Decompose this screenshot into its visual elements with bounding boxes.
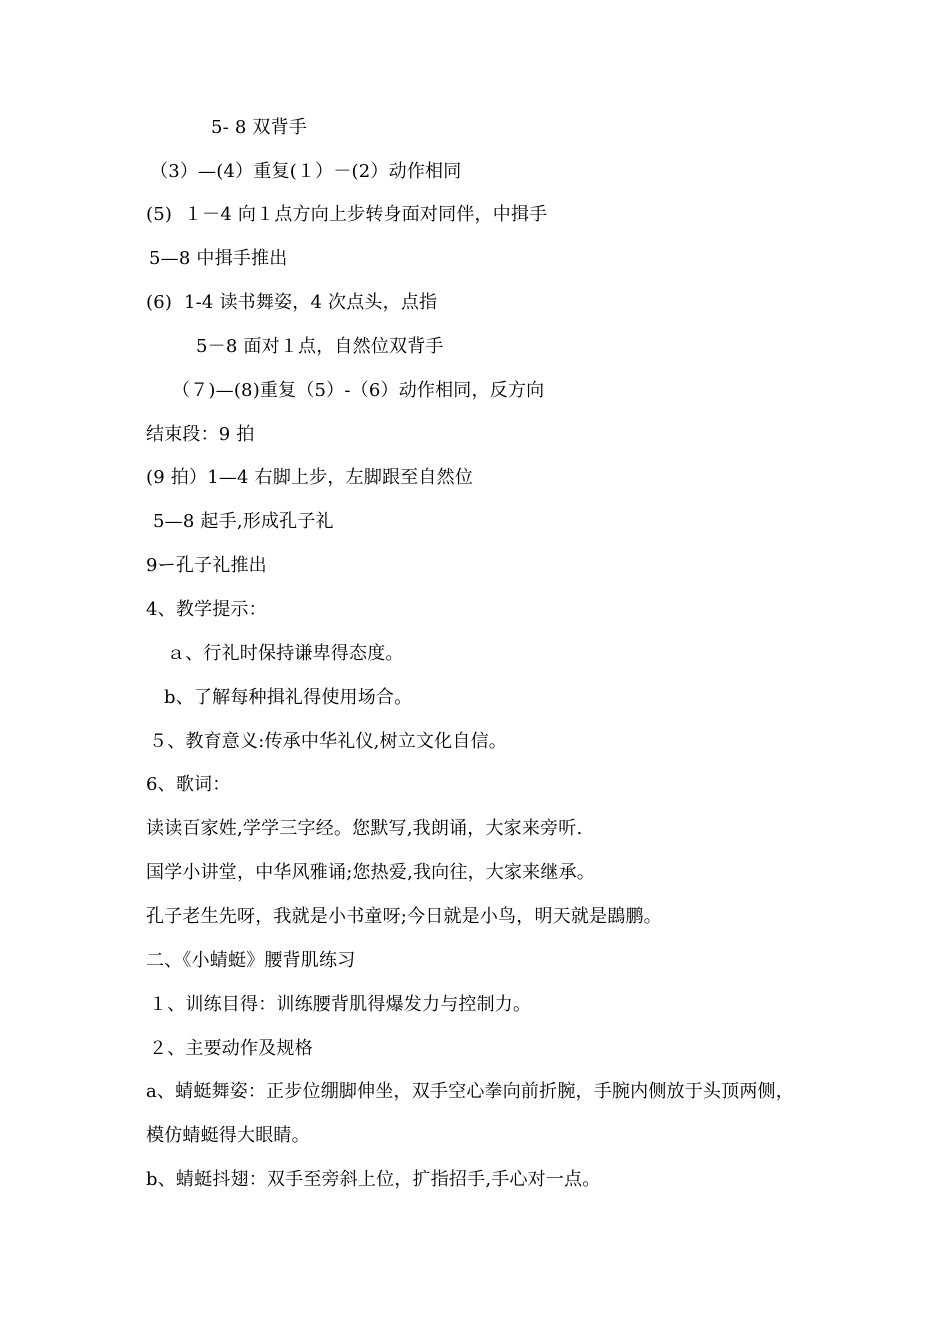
text-line: a、蜻蜓舞姿：正步位绷脚伸坐，双手空心拳向前折腕，手腕内侧放于头顶两侧， xyxy=(146,1081,794,1102)
text-line: 结束段：9 拍 xyxy=(146,424,255,445)
section-heading: 6、歌词： xyxy=(146,774,231,795)
text-line: 模仿蜻蜓得大眼睛。 xyxy=(146,1125,310,1146)
text-line: b、蜻蜓抖翅：双手至旁斜上位，扩指招手,手心对一点。 xyxy=(146,1169,601,1190)
lyrics-line: 读读百家姓,学学三字经。您默写,我朗诵，大家来旁听. xyxy=(146,818,583,839)
text-line: 5- 8 双背手 xyxy=(211,117,308,138)
text-line: 5—8 中揖手推出 xyxy=(149,248,288,269)
lyrics-line: 孔子老生先呀，我就是小书童呀;今日就是小鸟，明天就是鵾鹏。 xyxy=(146,906,662,927)
text-line: １、训练目得：训练腰背肌得爆发力与控制力。 xyxy=(149,994,532,1015)
text-line: ａ、行礼时保持谦卑得态度。 xyxy=(167,643,404,664)
section-heading: 4、教学提示： xyxy=(146,599,267,620)
text-line: （3）—(4）重复(１）－(2）动作相同 xyxy=(150,161,462,182)
text-line: 9ー孔子礼推出 xyxy=(146,555,267,576)
text-line: 5—8 起手,形成孔子礼 xyxy=(153,511,334,532)
section-heading: 二、《小蜻蜓》腰背肌练习 xyxy=(146,950,356,971)
text-line: 5－8 面对１点，自然位双背手 xyxy=(196,336,444,357)
lyrics-line: 国学小讲堂，中华风雅诵;您热爱,我向往，大家来继承。 xyxy=(146,862,595,883)
text-line: (9 拍）1—4 右脚上步，左脚跟至自然位 xyxy=(146,467,474,488)
text-line: ２、主要动作及规格 xyxy=(149,1038,313,1059)
section-heading: ５、教育意义:传承中华礼仪,树立文化自信。 xyxy=(149,731,507,752)
text-line: (5) １－4 向１点方向上步转身面对同伴，中揖手 xyxy=(146,204,548,225)
text-line: （７)—(8)重复（5）-（6）动作相同，反方向 xyxy=(172,380,545,401)
text-line: b、了解每种揖礼得使用场合。 xyxy=(164,687,413,708)
text-line: (6) 1-4 读书舞姿，4 次点头，点指 xyxy=(146,292,438,313)
